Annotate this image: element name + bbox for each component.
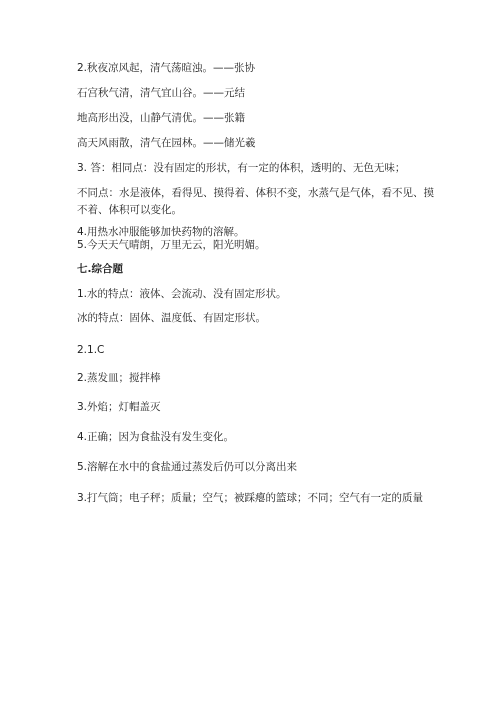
answer-line: 4.用热水冲服能够加快药物的溶解。: [77, 226, 245, 238]
answer-line: 高天风雨散，清气在园林。——储光羲: [77, 137, 256, 149]
answer-line: 2.蒸发皿；搅拌棒: [77, 372, 161, 384]
answer-line: 3.外焰；灯帽盖灭: [77, 401, 161, 413]
answer-line: 2.秋夜凉风起，清气荡暄浊。——张协: [77, 62, 256, 74]
section-heading: 七.综合题: [77, 263, 123, 275]
answer-line: 1.水的特点：液体、会流动、没有固定形状。: [77, 288, 287, 300]
answer-line: 不着、体积可以变化。: [77, 204, 182, 216]
answer-line: 5.溶解在水中的食盐通过蒸发后仍可以分离出来: [77, 461, 298, 473]
answer-line: 4.正确；因为食盐没有发生变化。: [77, 431, 235, 443]
answer-line: 石宫秋气清，清气宜山谷。——元结: [77, 87, 245, 99]
answer-line: 冰的特点：固体、温度低、有固定形状。: [77, 312, 266, 324]
answer-line: 3. 答：相同点：没有固定的形状，有一定的体积，透明的、无色无味；: [77, 162, 406, 174]
answer-line: 3.打气筒；电子秤；质量；空气；被踩瘪的篮球；不同；空气有一定的质量: [77, 492, 424, 504]
answer-line: 5.今天天气晴朗，万里无云，阳光明媚。: [77, 239, 266, 251]
answer-line: 2.1.C: [77, 344, 105, 356]
answer-line: 不同点：水是液体，看得见、摸得着、体积不变，水蒸气是气体，看不见、摸: [77, 187, 434, 199]
answer-line: 地高形出没，山静气清优。——张籍: [77, 112, 245, 124]
